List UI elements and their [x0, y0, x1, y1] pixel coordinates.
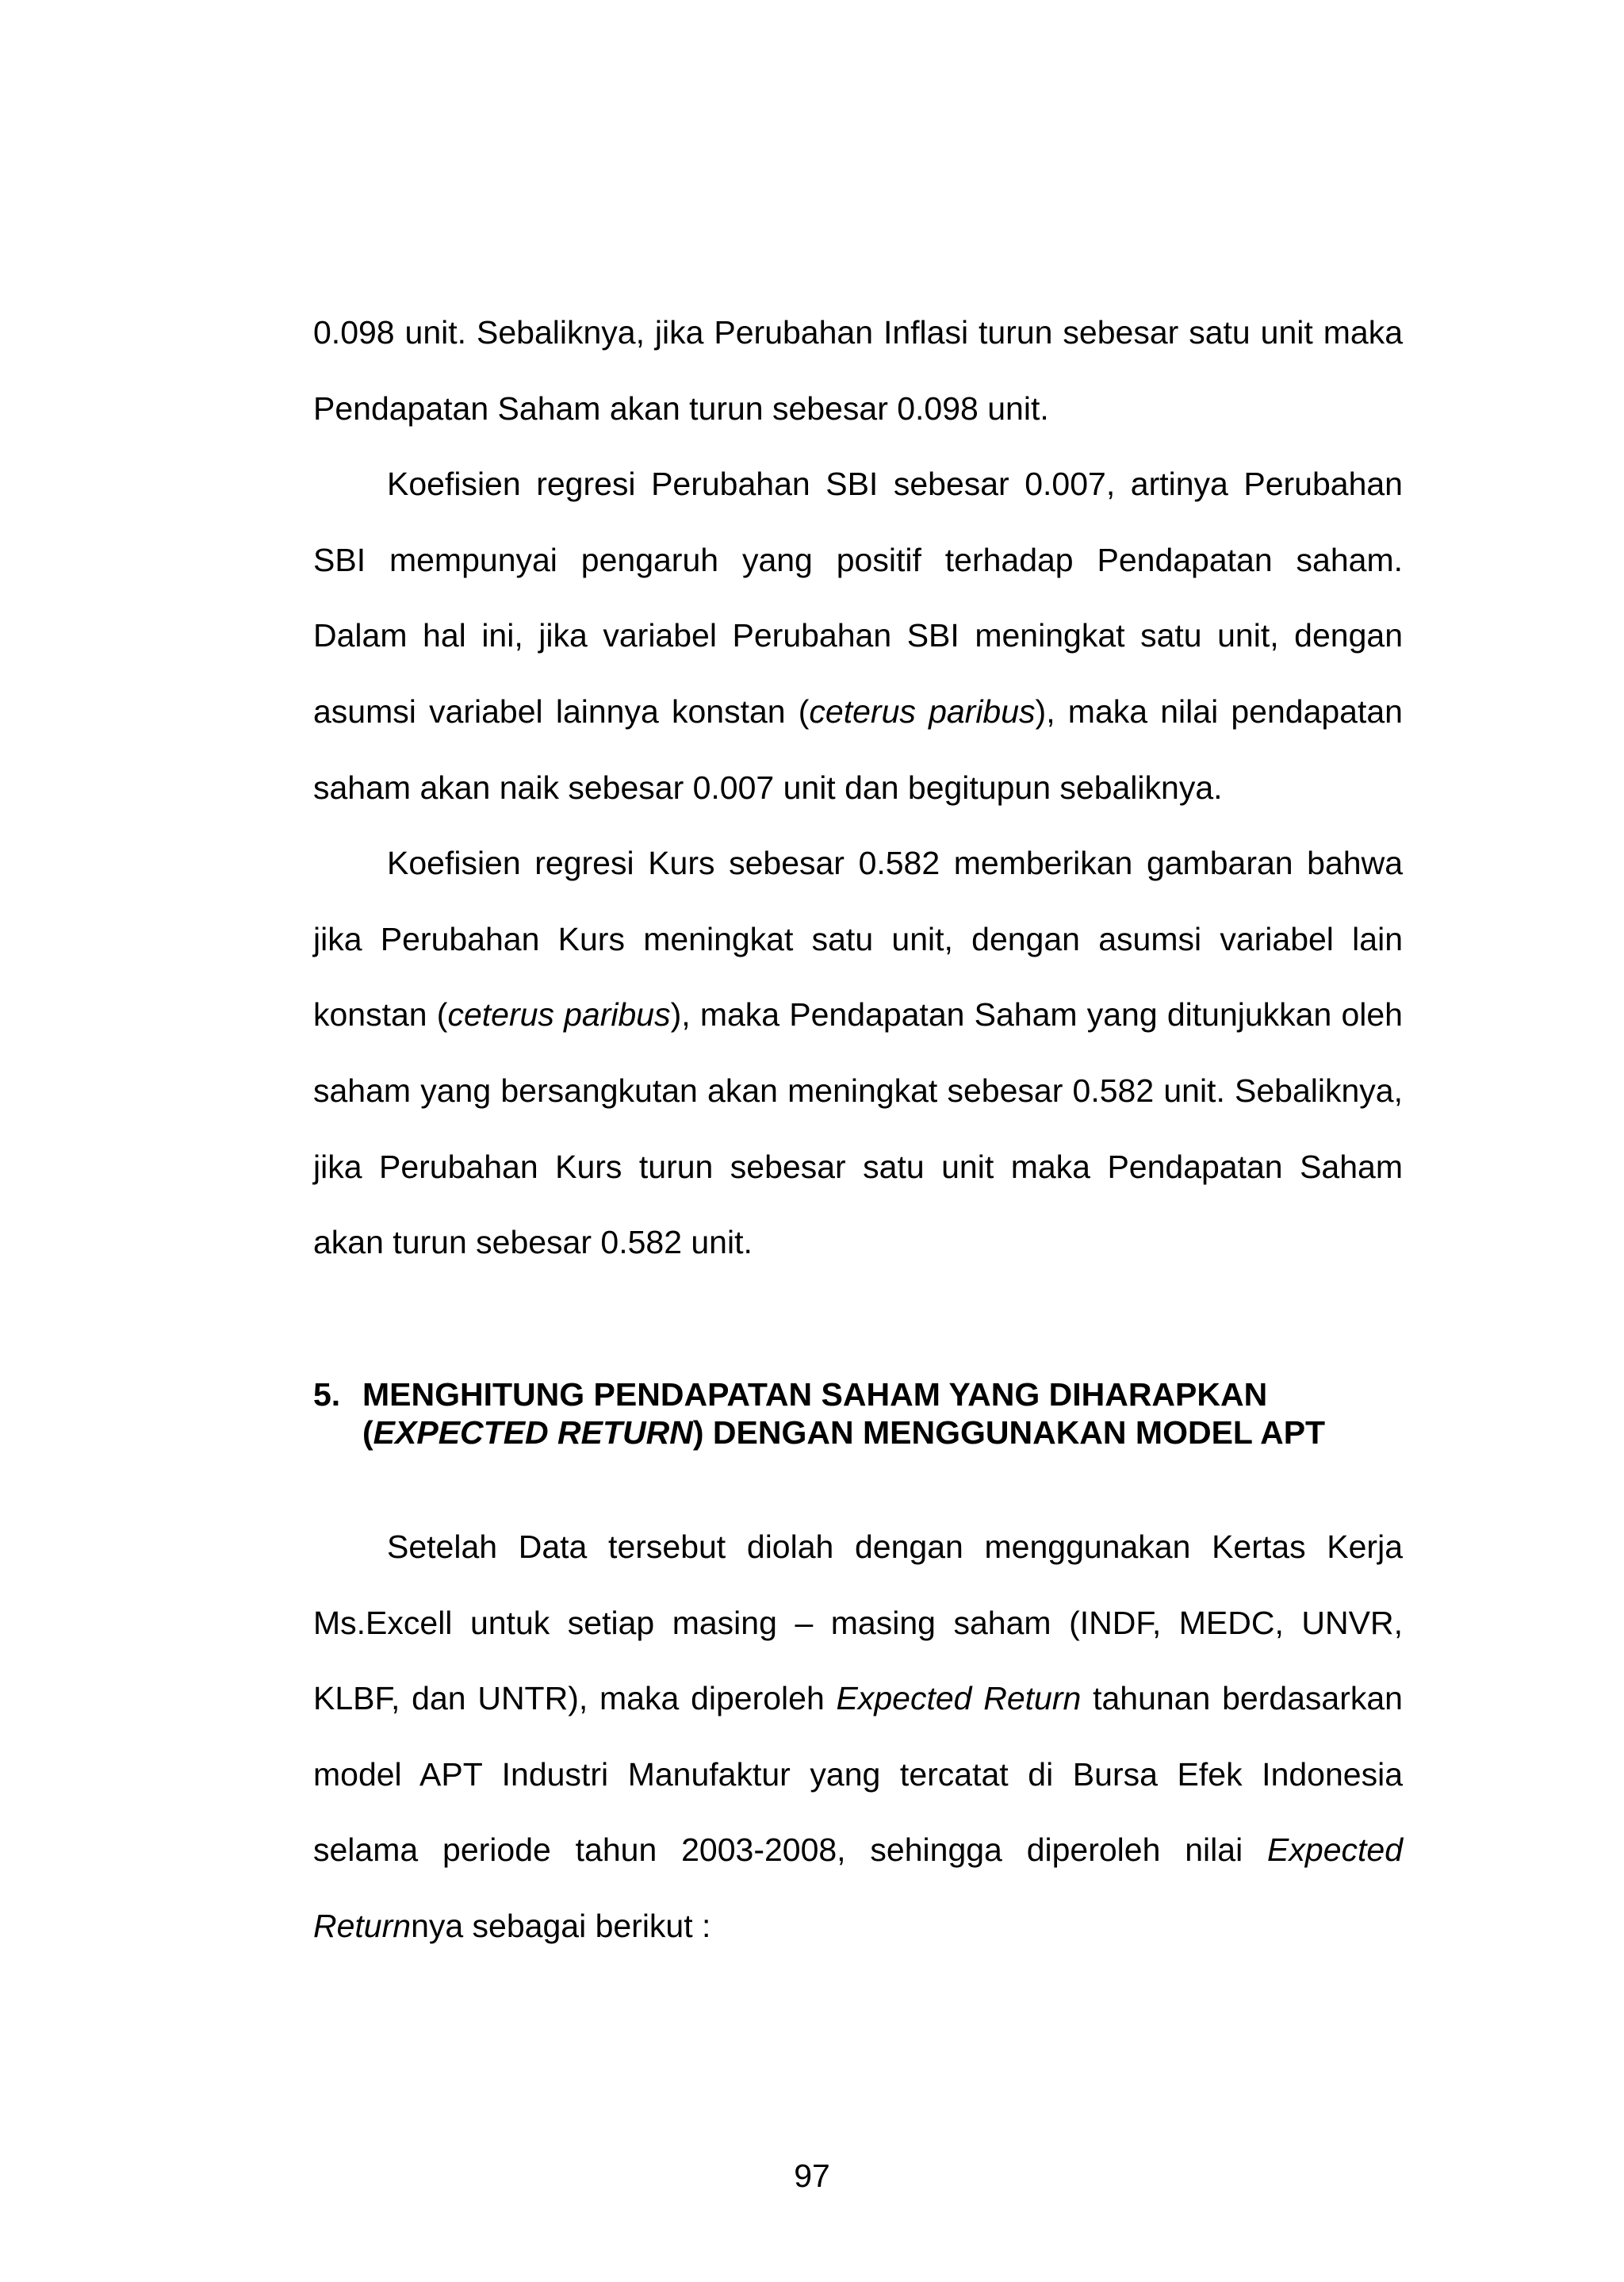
section-number: 5.	[313, 1376, 341, 1413]
paragraph-kurs	[313, 826, 1403, 1281]
section-title	[362, 1375, 1403, 1452]
paragraph-expected-return-italic-2: Expected Return	[313, 1831, 1403, 1944]
paragraph-expected-return-after: nya sebagai berikut :	[411, 1907, 711, 1944]
section-heading	[313, 1375, 1403, 1452]
paragraph-expected-return	[313, 1509, 1403, 1965]
paragraph-kurs-italic: ceterus paribus	[447, 996, 671, 1034]
section-title-open-paren: (	[362, 1414, 373, 1451]
paragraph-sbi	[313, 447, 1403, 826]
body-text-block-2	[313, 1509, 1403, 1965]
paragraph-expected-return-middle: tahunan berdasarkan model APT Industri Manufaktur yang tercatat di Bursa Efek Indonesia selama periode tahun 2003-2008, sehingga diperoleh nilai	[313, 1680, 1403, 1869]
paragraph-sbi-text: Koefisien regresi Perubahan SBI sebesar 0.007, artinya Perubahan SBI mempunyai pengaruh yang positif terhadap Pendapatan saham. Dalam hal ini, jika variabel Perubahan SBI meningkat satu unit, dengan asumsi variabel lainnya konstan (	[313, 466, 1403, 730]
section-title-rest: ) DENGAN MENGGUNAKAN MODEL APT	[692, 1414, 1326, 1451]
paragraph-sbi-after: ), maka nilai pendapatan saham akan naik sebesar 0.007 unit dan begitupun sebaliknya.	[313, 692, 1403, 806]
body-text-block-1	[313, 295, 1403, 1281]
paragraph-kurs-before: Koefisien regresi Kurs sebesar 0.582 memberikan gambaran bahwa jika Perubahan Kurs meningkat satu unit, dengan asumsi variabel lain konstan (	[313, 845, 1403, 1034]
section-title-italic: EXPECTED RETURN	[373, 1414, 693, 1451]
paragraph-inflasi-text: 0.098 unit. Sebaliknya, jika Perubahan Inflasi turun sebesar satu unit maka Pendapatan Saham akan turun sebesar 0.098 unit.	[313, 314, 1403, 427]
paragraph-kurs-after: ), maka Pendapatan Saham yang ditunjukkan oleh saham yang bersangkutan akan meningkat sebesar 0.582 unit. Sebaliknya, jika Perubahan Kurs turun sebesar satu unit maka Pendapatan Saham akan turun sebesar 0.582 unit.	[313, 996, 1403, 1261]
paragraph-expected-return-italic-1: Expected Return	[836, 1680, 1082, 1717]
paragraph-sbi-italic: ceterus paribus	[809, 692, 1036, 730]
section-title-line1: MENGHITUNG PENDAPATAN SAHAM YANG DIHARAPKAN	[362, 1376, 1268, 1413]
paragraph-expected-return-before: Setelah Data tersebut diolah dengan menggunakan Kertas Kerja Ms.Excell untuk setiap masing – masing saham (INDF, MEDC, UNVR, KLBF, dan UNTR), maka diperoleh	[313, 1528, 1403, 1717]
paragraph-inflasi	[313, 295, 1403, 447]
page-number: 97	[794, 2157, 830, 2194]
